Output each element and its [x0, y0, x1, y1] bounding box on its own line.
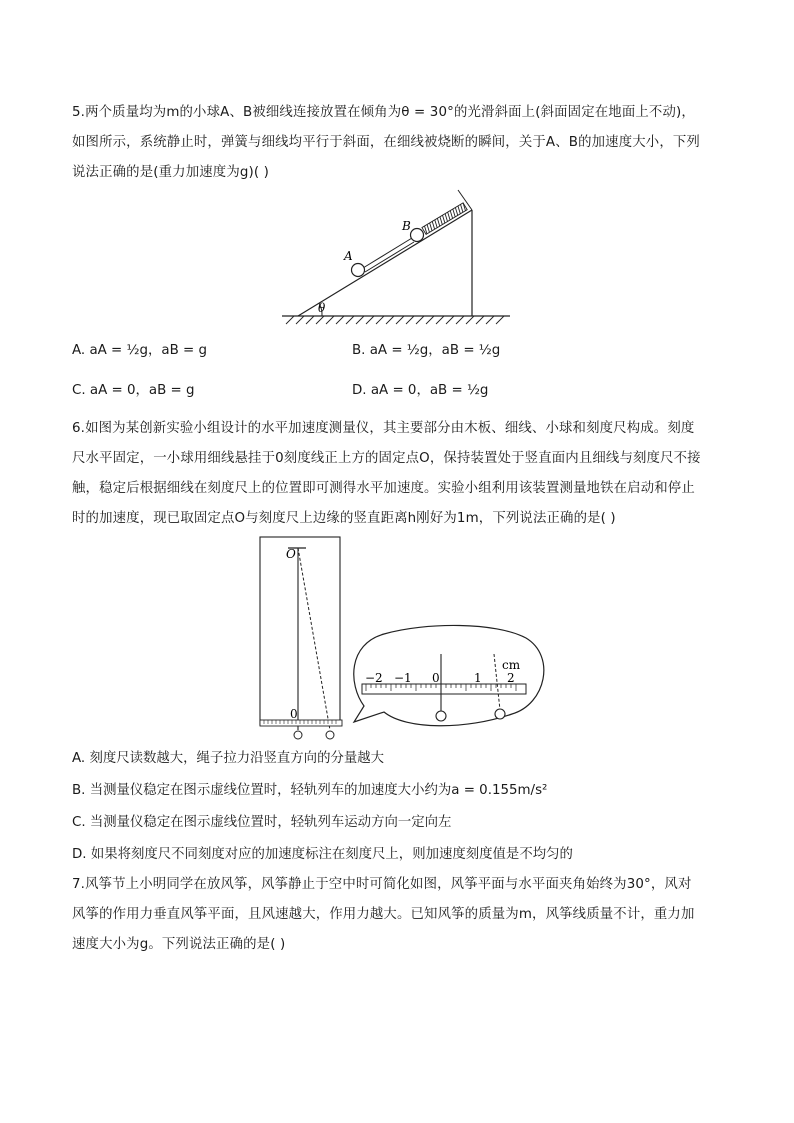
ball-displaced — [326, 731, 334, 739]
q6-line-2: 尺水平固定，一小球用细线悬挂于0刻度线正上方的固定点O，保持装置处于竖直面内且细线与刻度尺不接 — [72, 451, 701, 466]
q6-line-4: 时的加速度，现已取固定点O与刻度尺上边缘的竖直距离h刚好为1m，下列说法正确的是( ) — [72, 511, 616, 526]
q5-incline-figure — [278, 188, 518, 328]
q5-ball-b-label: B — [402, 219, 411, 233]
q5-option-a[interactable]: A. aA = ½g，aB = g — [72, 343, 208, 358]
tick-label-0: 0 — [432, 671, 440, 685]
magnified-ball-displaced — [495, 709, 505, 719]
ball-rest — [294, 731, 302, 739]
q5-option-d[interactable]: D. aA = 0，aB = ½g — [352, 383, 489, 398]
q5-line-2: 如图所示，系统静止时，弹簧与细线均平行于斜面，在细线被烧断的瞬间，关于A、B的加速度大小，下列 — [72, 135, 700, 150]
ball-a — [352, 264, 365, 277]
q7-line-1: 7.风筝节上小明同学在放风筝，风筝静止于空中时可简化如图，风筝平面与水平面夹角始终为30°，风对 — [72, 877, 692, 892]
q6-option-d[interactable]: D. 如果将刻度尺不同刻度对应的加速度标注在刻度尺上，则加速度刻度值是不均匀的 — [72, 847, 573, 862]
q5-option-b[interactable]: B. aA = ½g，aB = ½g — [352, 343, 501, 358]
q6-option-a[interactable]: A. 刻度尺读数越大，绳子拉力沿竖直方向的分量越大 — [72, 751, 385, 766]
q7-line-2: 风筝的作用力垂直风筝平面，且风速越大，作用力越大。已知风筝的质量为m，风筝线质量不计，重力加 — [72, 907, 695, 922]
tick-label-minus-1: −1 — [394, 671, 412, 685]
tick-label-1: 1 — [474, 671, 482, 685]
ball-b — [411, 229, 424, 242]
q6-accelerometer-figure — [256, 534, 556, 744]
q5-option-c[interactable]: C. aA = 0，aB = g — [72, 383, 195, 398]
q6-point-o-label: O — [286, 547, 296, 561]
q5-ball-a-label: A — [344, 249, 353, 263]
tick-label-2: 2 — [507, 671, 515, 685]
q7-line-3: 速度大小为g。下列说法正确的是( ) — [72, 937, 286, 952]
wooden-board — [260, 537, 340, 725]
spring — [422, 203, 467, 235]
tick-label-minus-2: −2 — [365, 671, 383, 685]
q5-angle-label: θ — [318, 301, 326, 315]
magnified-ball-rest — [436, 711, 446, 721]
q6-zero-label: 0 — [290, 707, 298, 721]
q6-option-c[interactable]: C. 当测量仪稳定在图示虚线位置时，轻轨列车运动方向一定向左 — [72, 815, 452, 830]
magnified-ruler — [362, 684, 526, 694]
q5-line-3: 说法正确的是(重力加速度为g)( ) — [72, 165, 270, 180]
q6-line-3: 触，稳定后根据细线在刻度尺上的位置即可测得水平加速度。实验小组利用该装置测量地铁在启动和停止 — [72, 481, 695, 496]
q6-line-1: 6.如图为某创新实验小组设计的水平加速度测量仪，其主要部分由木板、细线、小球和刻度尺构成。刻度 — [72, 421, 695, 436]
unit-label: cm — [502, 658, 521, 672]
q5-line-1: 5.两个质量均为m的小球A、B被细线连接放置在倾角为θ = 30°的光滑斜面上(斜面固定在地面上不动)， — [72, 105, 695, 120]
q6-option-b[interactable]: B. 当测量仪稳定在图示虚线位置时，轻轨列车的加速度大小约为a = 0.155m/s² — [72, 783, 548, 798]
